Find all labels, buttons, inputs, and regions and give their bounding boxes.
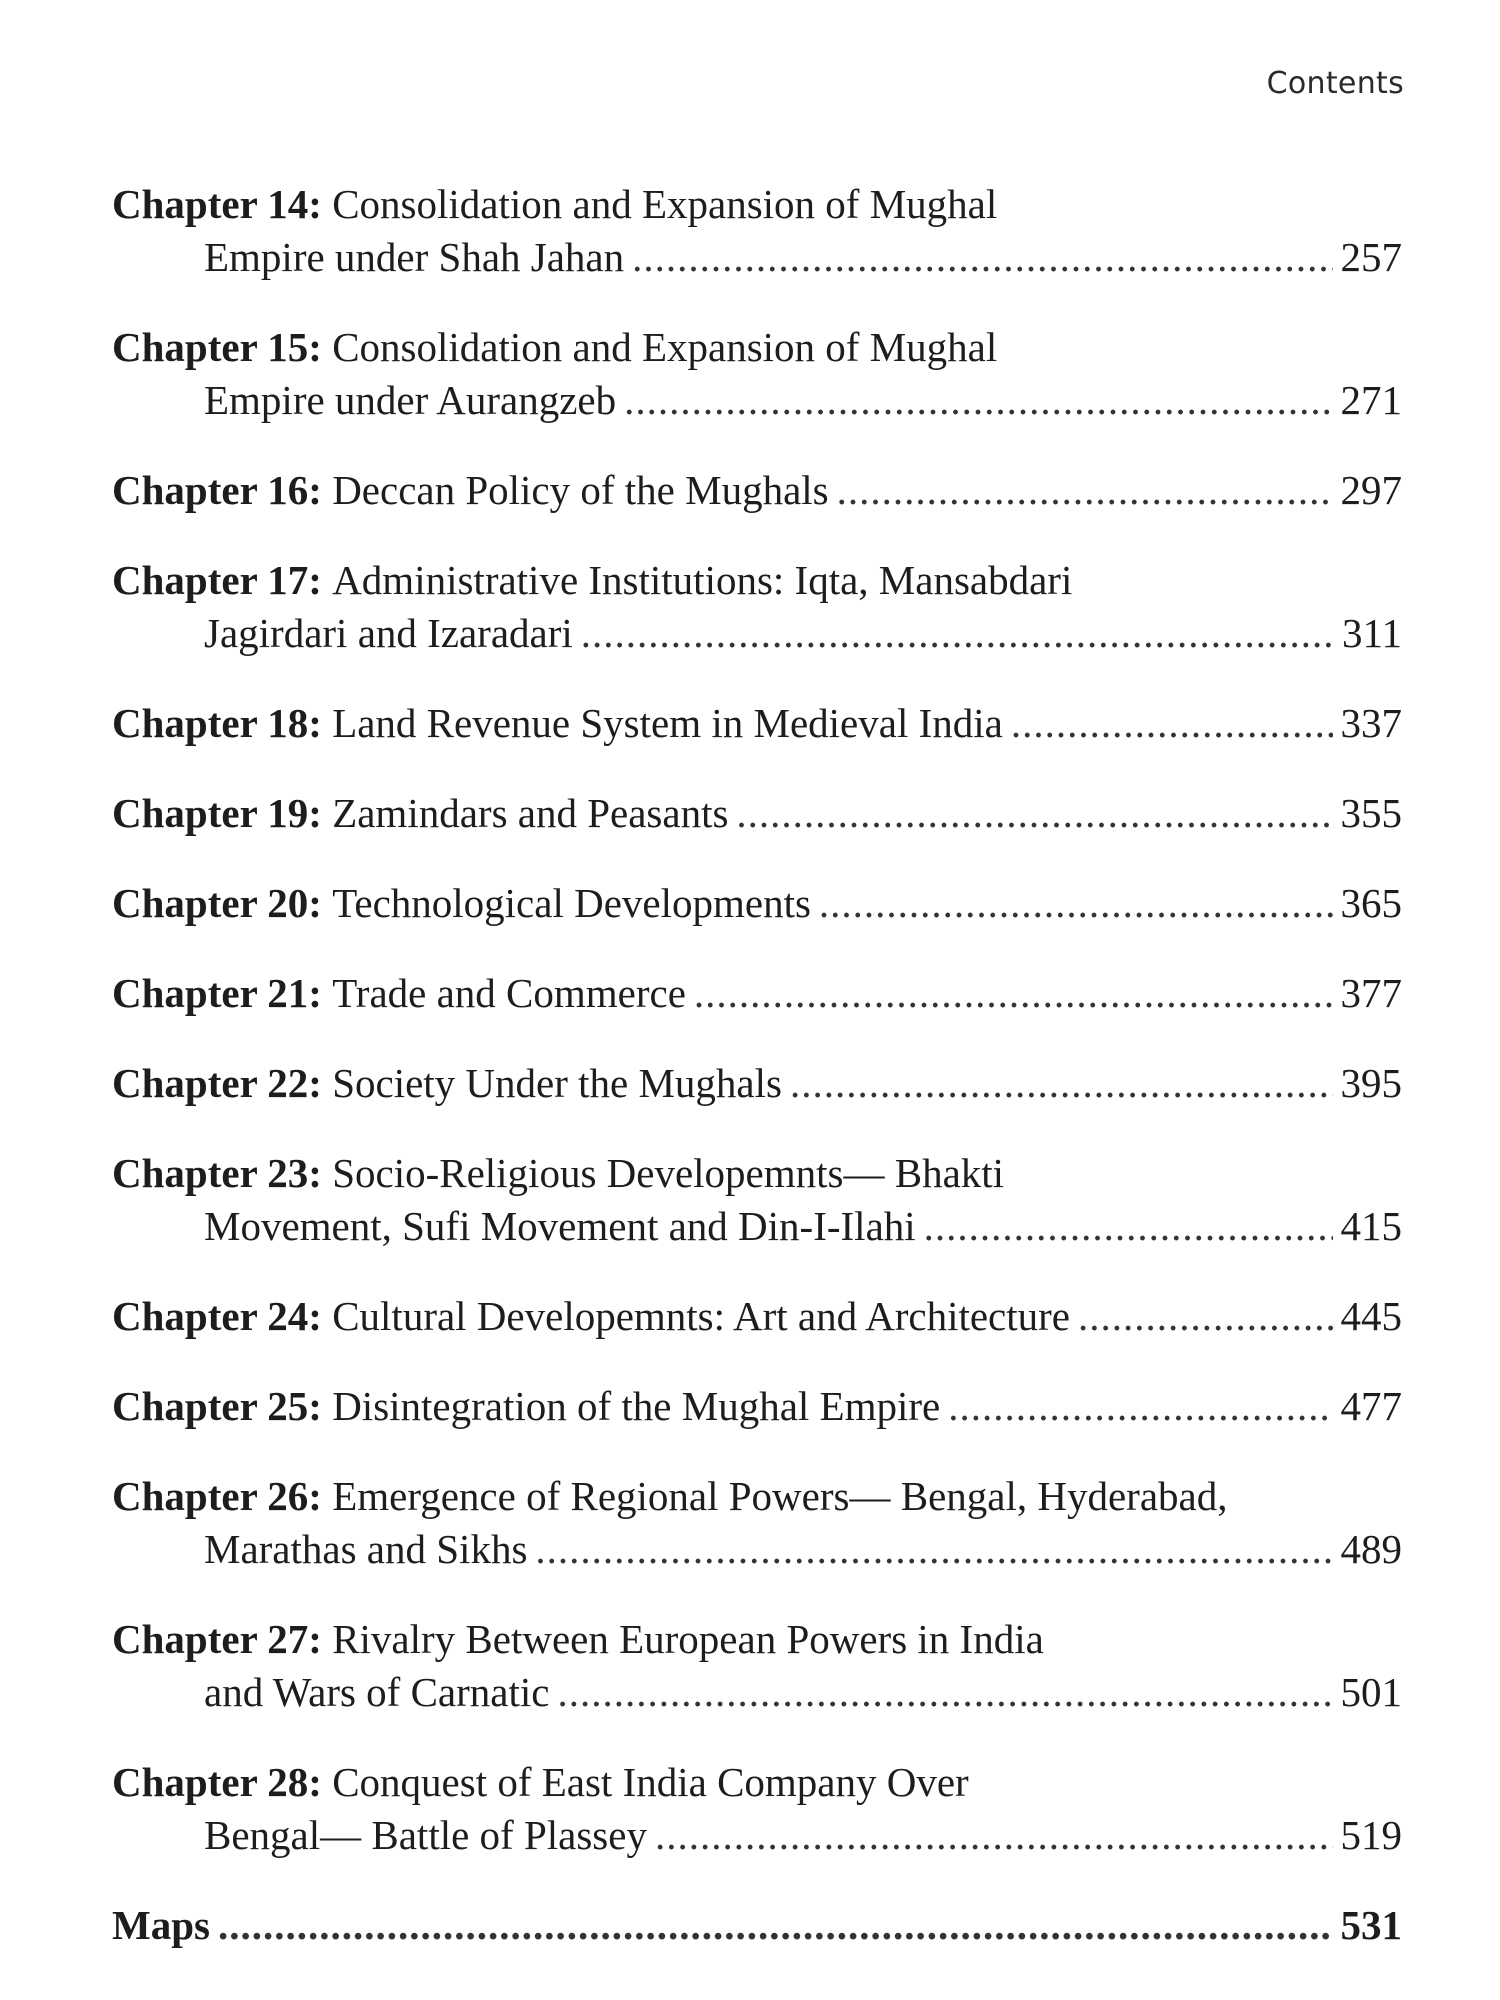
toc-line <box>112 464 1402 517</box>
toc-entry[interactable] <box>112 697 1402 750</box>
page-number: 337 <box>1340 700 1402 746</box>
maps-page-number: 531 <box>1340 1902 1402 1948</box>
dot-leader <box>624 374 1332 427</box>
page-number: 377 <box>1340 970 1402 1016</box>
dot-leader <box>655 1809 1333 1862</box>
chapter-title-continued: Empire under Aurangzeb <box>204 377 617 423</box>
table-of-contents <box>112 178 1402 1989</box>
dot-leader <box>535 1523 1332 1576</box>
chapter-label: Chapter 26: <box>112 1473 322 1519</box>
chapter-title-continued: and Wars of Carnatic <box>204 1669 550 1715</box>
chapter-title-continued: Bengal— Battle of Plassey <box>204 1812 647 1858</box>
running-header: Contents <box>1266 66 1404 101</box>
toc-entry[interactable] <box>112 1380 1402 1433</box>
dot-leader <box>924 1200 1333 1253</box>
page-number: 501 <box>1340 1669 1402 1715</box>
chapter-label: Chapter 17: <box>112 557 322 603</box>
toc-line <box>112 1666 1402 1719</box>
toc-line <box>112 877 1402 930</box>
toc-line <box>112 1200 1402 1253</box>
page-number: 257 <box>1340 234 1402 280</box>
toc-entry[interactable] <box>112 1613 1402 1719</box>
dot-leader <box>790 1057 1333 1110</box>
toc-entry[interactable] <box>112 1470 1402 1576</box>
chapter-label: Chapter 20: <box>112 880 322 926</box>
chapter-title: Zamindars and Peasants <box>332 790 729 836</box>
toc-entry-maps[interactable] <box>112 1899 1402 1952</box>
dot-leader <box>557 1666 1332 1719</box>
page-number: 365 <box>1340 880 1402 926</box>
toc-entry[interactable] <box>112 464 1402 517</box>
toc-line <box>112 1380 1402 1433</box>
chapter-label: Chapter 28: <box>112 1759 322 1805</box>
toc-line <box>112 1809 1402 1862</box>
chapter-title: Disintegration of the Mughal Empire <box>332 1383 941 1429</box>
toc-entry[interactable] <box>112 1057 1402 1110</box>
dot-leader <box>819 877 1333 930</box>
toc-line <box>112 1290 1402 1343</box>
dot-leader <box>581 607 1334 660</box>
chapter-title-continued: Jagirdari and Izaradari <box>204 610 573 656</box>
chapter-title: Deccan Policy of the Mughals <box>332 467 829 513</box>
toc-entry[interactable] <box>112 1147 1402 1253</box>
page-number: 445 <box>1340 1293 1402 1339</box>
toc-line <box>112 1523 1402 1576</box>
chapter-title: Administrative Institutions: Iqta, Mansabdari <box>332 557 1073 603</box>
toc-entry[interactable] <box>112 1756 1402 1862</box>
toc-line <box>112 554 1402 607</box>
toc-entry[interactable] <box>112 178 1402 284</box>
chapter-title: Land Revenue System in Medieval India <box>332 700 1003 746</box>
toc-entry[interactable] <box>112 877 1402 930</box>
chapter-label: Chapter 15: <box>112 324 322 370</box>
toc-entry[interactable] <box>112 554 1402 660</box>
page-number: 311 <box>1342 610 1402 656</box>
chapter-label: Chapter 24: <box>112 1293 322 1339</box>
chapter-title-continued: Empire under Shah Jahan <box>204 234 625 280</box>
chapter-label: Chapter 27: <box>112 1616 322 1662</box>
page-number: 415 <box>1340 1203 1402 1249</box>
page-number: 271 <box>1340 377 1402 423</box>
toc-entry[interactable] <box>112 787 1402 840</box>
chapter-title: Consolidation and Expansion of Mughal <box>332 181 998 227</box>
chapter-title: Trade and Commerce <box>332 970 686 1016</box>
chapter-title: Socio-Religious Developemnts— Bhakti <box>332 1150 1005 1196</box>
chapter-title: Conquest of East India Company Over <box>332 1759 969 1805</box>
toc-line <box>112 1057 1402 1110</box>
dot-leader <box>1011 697 1333 750</box>
toc-line <box>112 1470 1402 1523</box>
chapter-label: Chapter 14: <box>112 181 322 227</box>
maps-label: Maps <box>112 1902 210 1948</box>
chapter-title-continued: Marathas and Sikhs <box>204 1526 528 1572</box>
chapter-label: Chapter 19: <box>112 790 322 836</box>
page-number: 355 <box>1340 790 1402 836</box>
toc-entry[interactable] <box>112 1290 1402 1343</box>
toc-line <box>112 321 1402 374</box>
page-number: 489 <box>1340 1526 1402 1572</box>
toc-line <box>112 607 1402 660</box>
chapter-label: Chapter 16: <box>112 467 322 513</box>
toc-entry[interactable] <box>112 321 1402 427</box>
toc-line <box>112 1147 1402 1200</box>
page-number: 477 <box>1340 1383 1402 1429</box>
chapter-label: Chapter 21: <box>112 970 322 1016</box>
toc-line <box>112 231 1402 284</box>
chapter-title: Emergence of Regional Powers— Bengal, Hyderabad, <box>332 1473 1228 1519</box>
toc-line <box>112 697 1402 750</box>
page-number: 297 <box>1340 467 1402 513</box>
toc-line <box>112 178 1402 231</box>
chapter-title: Consolidation and Expansion of Mughal <box>332 324 998 370</box>
toc-line <box>112 1613 1402 1666</box>
chapter-title-continued: Movement, Sufi Movement and Din-I-Ilahi <box>204 1203 916 1249</box>
page-number: 395 <box>1340 1060 1402 1106</box>
chapter-title: Technological Developments <box>332 880 811 926</box>
dot-leader <box>218 1899 1333 1952</box>
dot-leader <box>1078 1290 1333 1343</box>
dot-leader <box>837 464 1333 517</box>
toc-line <box>112 1756 1402 1809</box>
toc-line <box>112 374 1402 427</box>
toc-entry-list <box>112 178 1402 1862</box>
dot-leader <box>632 231 1332 284</box>
toc-line <box>112 967 1402 1020</box>
chapter-label: Chapter 25: <box>112 1383 322 1429</box>
chapter-label: Chapter 22: <box>112 1060 322 1106</box>
toc-line <box>112 787 1402 840</box>
toc-entry[interactable] <box>112 967 1402 1020</box>
chapter-label: Chapter 18: <box>112 700 322 746</box>
page-number: 519 <box>1340 1812 1402 1858</box>
toc-line <box>112 1899 1402 1952</box>
dot-leader <box>694 967 1333 1020</box>
chapter-title: Society Under the Mughals <box>332 1060 782 1106</box>
dot-leader <box>736 787 1332 840</box>
dot-leader <box>948 1380 1332 1433</box>
chapter-title: Cultural Developemnts: Art and Architecture <box>332 1293 1070 1339</box>
chapter-label: Chapter 23: <box>112 1150 322 1196</box>
chapter-title: Rivalry Between European Powers in India <box>332 1616 1044 1662</box>
